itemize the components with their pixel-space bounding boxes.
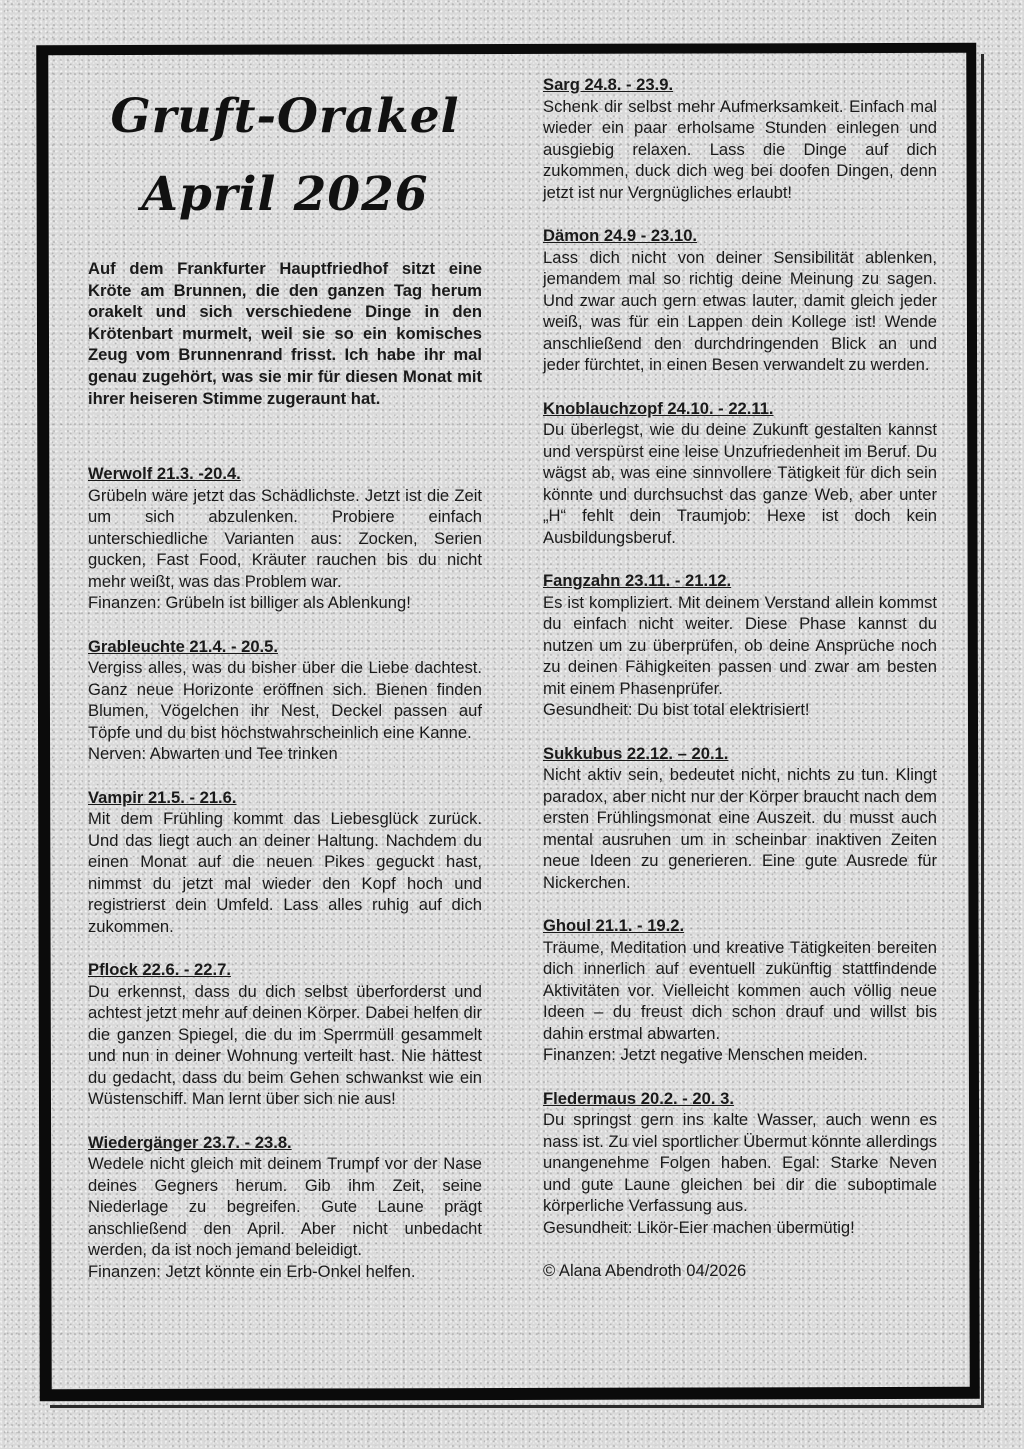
intro-paragraph: Auf dem Frankfurter Hauptfriedhof sitzt eine Kröte am Brunnen, die den ganzen Tag herum orakelt und sich verschiedene Dinge in den Krötenbart murmelt, weil sie so ein komisches Zeug vom Brunnenrand frisst. Ich habe ihr mal genau zugehört, was sie mir für diesen Monat mit ihrer heiseren Stimme zugeraunt hat.	[88, 259, 482, 408]
copyright-notice: © Alana Abendroth 04/2026	[543, 1261, 747, 1280]
entry-text: Träume, Meditation und kreative Tätigkeiten bereiten dich innerlich auf eventuell zukünftig stattfindende Aktivitäten vor. Vielleicht kommen auch völlig neue Ideen – du freust dich schon drauf und willst bis dahin erstmal abwarten.	[543, 937, 937, 1043]
horoscope-entry-vampir	[88, 787, 482, 938]
entry-extra: Nerven: Abwarten und Tee trinken	[88, 744, 338, 764]
horoscope-entry-grableuchte	[88, 636, 482, 765]
entry-heading: Knoblauchzopf 24.10. - 22.11.	[543, 398, 774, 418]
entry-extra: Finanzen: Grübeln ist billiger als Ablenkung!	[88, 593, 411, 613]
entry-text: Du erkennst, dass du dich selbst überforderst und achtest jetzt mehr auf deinen Körper. Dabei helfen dir die ganzen Spiegel, die du im Sperrmüll gesammelt und nun in deiner Wohnung verteilt hast. Nie hättest du gedacht, dass du beim Gehen schwankst wie ein Wüstenschiff. Man lernt über sich nie aus!	[88, 981, 482, 1109]
horoscope-entry-knoblauchzopf	[543, 398, 937, 549]
entry-text: Schenk dir selbst mehr Aufmerksamkeit. Einfach mal wieder ein paar erholsame Stunden einlegen und ausgiebig relaxen. Lass die Dinge auf dich zukommen, duck dich weg bei doofen Dingen, denn jetzt ist nur Vergnügliches erlaubt!	[543, 96, 937, 202]
entry-heading: Werwolf 21.3. -20.4.	[88, 464, 241, 484]
horoscope-entry-werwolf	[88, 463, 482, 614]
entry-text: Grübeln wäre jetzt das Schädlichste. Jetzt ist die Zeit um sich abzulenken. Probiere einfach unterschiedliche Varianten aus: Zocken, Serien gucken, Fast Food, Kräuter rauchen bis du nicht mehr weißt, was das Problem war.	[88, 485, 482, 591]
horoscope-entry-daemon	[543, 225, 937, 376]
entry-text: Du überlegst, wie du deine Zukunft gestalten kannst und verspürst eine leise Unzufriedenheit im Beruf. Du wägst ab, was eine sinnvollere Tätigkeit für dich sein könnte und durchsuchst das ganze Web, aber unter „H“ fehlt dein Traumjob: Hexe ist doch kein Ausbildungsberuf.	[543, 420, 937, 547]
horoscope-entry-wiedergaenger	[88, 1132, 482, 1283]
entry-heading: Sukkubus 22.12. – 20.1.	[543, 743, 729, 763]
entry-text: Mit dem Frühling kommt das Liebesglück zurück. Und das liegt auch an deiner Haltung. Nachdem du einen Monat auf die neuen Pikes geguckt hast, nimmst du jetzt mal wieder den Kopf hoch und registrierst dein Umfeld. Lass alles ruhig auf dich zukommen.	[88, 809, 482, 936]
entry-heading: Sarg 24.8. - 23.9.	[543, 75, 674, 94]
entry-heading: Grableuchte 21.4. - 20.5.	[88, 636, 278, 656]
page-title-line2: April 2026	[141, 167, 429, 222]
horoscope-entry-fledermaus	[543, 1088, 937, 1239]
entry-text: Vergiss alles, was du bisher über die Liebe dachtest. Ganz neue Horizonte eröffnen sich. Bienen finden Blumen, Vögelchen ihr Nest, Deckel passen auf Töpfe und du bist höchstwahrscheinlich eine Kanne.	[88, 658, 482, 742]
left-column	[88, 78, 482, 1304]
entry-text: Du springst gern ins kalte Wasser, auch wenn es nass ist. Zu viel sportlicher Übermut könnte allerdings unangenehme Folgen haben. Egal: Starke Neven und gute Laune gleichen bei dir die suboptimale körperliche Verfassung aus.	[543, 1110, 937, 1215]
entry-heading: Vampir 21.5. - 21.6.	[88, 787, 237, 807]
entry-text: Lass dich nicht von deiner Sensibilität ablenken, jemandem mal so richtig deine Meinung zu sagen. Und zwar auch gern etwas lauter, damit gleich jeder weiß, was für ein Lappen dein Kollege ist! Wende anschließend den durchdringenden Blick an und jeder fürchtet, in einen Besen verwandelt zu werden.	[543, 247, 937, 374]
horoscope-entry-sarg	[543, 74, 937, 203]
entry-text: Wedele nicht gleich mit deinem Trumpf vor der Nase deines Gegners herum. Gib ihm Zeit, seine Niederlage zu begreifen. Gute Laune prägt anschließend den April. Aber nicht unbedacht werden, da ist noch jemand beleidigt.	[88, 1154, 482, 1260]
entry-text: Es ist kompliziert. Mit deinem Verstand allein kommst du einfach nicht weiter. Diese Phase kannst du nutzen um zu überprüfen, ob deine Ansprüche noch zu deinen Fähigkeiten passen und zwar am besten mit einem Phasenprüfer.	[543, 592, 937, 698]
horoscope-entry-ghoul	[543, 915, 937, 1066]
entry-heading: Ghoul 21.1. - 19.2.	[543, 916, 685, 935]
horoscope-entry-pflock	[88, 959, 482, 1110]
horoscope-entry-fangzahn	[543, 570, 937, 721]
entry-heading: Fangzahn 23.11. - 21.12.	[543, 571, 732, 590]
entry-heading: Pflock 22.6. - 22.7.	[88, 960, 231, 980]
entry-heading: Wiedergänger 23.7. - 23.8.	[88, 1132, 292, 1152]
page-title-line1: Gruft-Orakel	[110, 89, 460, 144]
entry-extra: Finanzen: Jetzt negative Menschen meiden.	[543, 1045, 868, 1064]
horoscope-entry-sukkubus	[543, 743, 937, 894]
entry-extra: Gesundheit: Likör-Eier machen übermütig!	[543, 1217, 855, 1237]
title-block	[88, 78, 482, 254]
entry-extra: Finanzen: Jetzt könnte ein Erb-Onkel helfen.	[88, 1261, 416, 1281]
entry-heading: Dämon 24.9 - 23.10.	[543, 226, 698, 245]
entry-text: Nicht aktiv sein, bedeutet nicht, nichts zu tun. Klingt paradox, aber nicht nur der Körper braucht nach dem ersten Frühlingsmonat eine Auszeit. du musst auch mental ausruhen um in scheinbar inaktiven Zeiten neue Ideen zu generieren. Eine gute Ausrede für Nickerchen.	[543, 765, 937, 892]
entry-extra: Gesundheit: Du bist total elektrisiert!	[543, 700, 810, 719]
entry-heading: Fledermaus 20.2. - 20. 3.	[543, 1088, 734, 1108]
right-column	[543, 74, 937, 1282]
